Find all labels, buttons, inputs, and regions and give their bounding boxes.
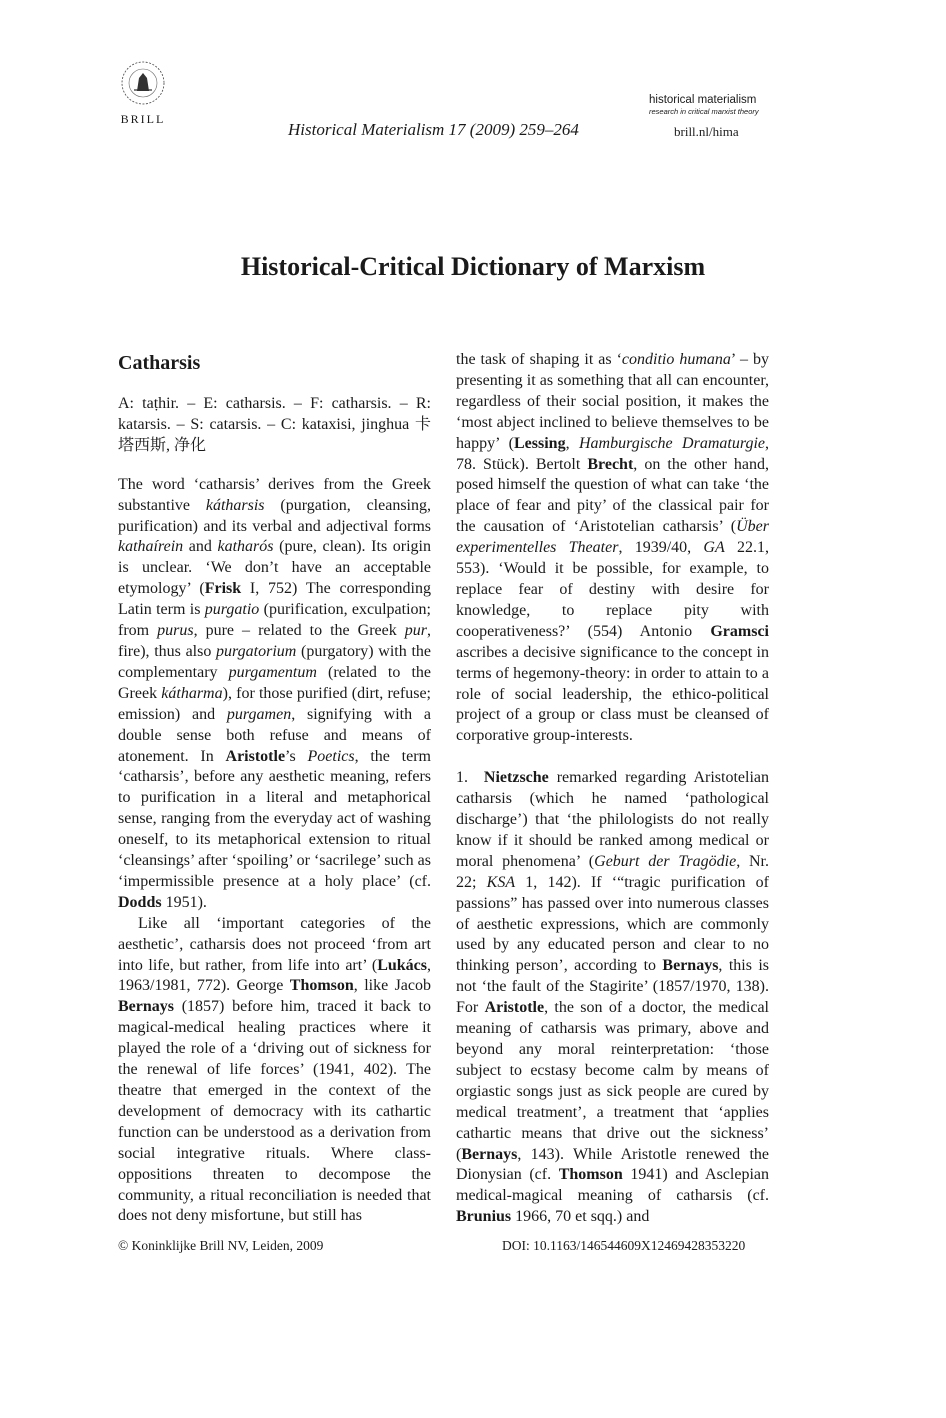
journal-tagline: research in critical marxist theory — [649, 107, 759, 116]
body-paragraph: the task of shaping it as ‘conditio humana’ – by presenting it as something that all can encounter, regardless of their social position, it makes the ‘most abject inclined to believe themselves to be happy’ (Lessing, Hamburgische Dramaturgie, 78. Stück). Bertolt Brecht, on the other hand, posed himself the question of what can take ‘the place of fear and pity’ of the classical pair for the causation of ‘Aristotelian catharsis’ (Über experimentelles Theater, 1939/40, GA 22.1, 553). ‘Would it be possible, for example, to replace fear of destiny with desire for knowledge, to replace pity with cooperativeness?’ (554) Antonio Gramsci ascribes a decisive significance to the concept in terms of hegemony-theory: in order to attain to a role of social leadership, the ethico-political project of a group or class must be cleansed of corporative group-interests. — [456, 351, 770, 745]
copyright-notice: © Koninklijke Brill NV, Leiden, 2009 — [118, 1238, 324, 1253]
entry-heading: Catharsis — [118, 352, 201, 374]
left-column — [118, 350, 431, 1227]
brill-emblem-icon — [120, 60, 166, 106]
publisher-name: BRILL — [120, 112, 166, 126]
journal-url[interactable]: brill.nl/hima — [674, 124, 739, 139]
doi-reference: DOI: 10.1163/146544609X12469428353220 — [502, 1238, 746, 1253]
article-title: Historical-Critical Dictionary of Marxism — [240, 252, 706, 281]
page-header — [0, 0, 946, 160]
journal-citation: Historical Materialism 17 (2009) 259–264 — [288, 120, 579, 139]
brill-logo — [112, 60, 174, 127]
right-column — [456, 350, 769, 1228]
language-equivalents: A: taṭhir. – E: catharsis. – F: catharsis. – R: katarsis. – S: catarsis. – C: kataxisi, jinghua 卡塔西斯, 净化 — [118, 395, 431, 454]
body-paragraph: 1. Nietzsche remarked regarding Aristotelian catharsis (which he named ‘pathological discharge’) that ‘the philologists do not really know if it should be ranked among medical or moral phenomena’ (Geburt der Tragödie, Nr. 22; KSA 1, 142). If ‘“tragic purification of passions” has passed over into numerous classes of aesthetic expressions, which are commonly used by any educated person and clear to no thinking person’, according to Bernays, this is not ‘the fault of the Stagirite’ (1857/1970, 138). For Aristotle, the son of a doctor, the medical meaning of catharsis was primary, above and beyond any moral reinterpretation: ‘those subject to ecstasy become calm by means of orgiastic songs just as sick people are cured by medical treatment’, a treatment that ‘applies cathartic means that drive out the sickness’ (Bernays, 143). While Aristotle renewed the Dionysian (cf. Thomson 1941) and Asclepian medical-magical meaning of catharsis (cf. Brunius 1966, 70 et sqq.) and — [456, 769, 770, 1226]
journal-name: historical materialism — [649, 94, 757, 106]
body-paragraph: The word ‘catharsis’ derives from the Greek substantive kátharsis (purgation, cleansing, purification) and its verbal and adjectival forms kathaírein and katharós (pure, clean). Its origin is unclear. ‘We don’t have an acceptable etymology’ (Frisk I, 752) The corresponding Latin term is purgatio (purification, exculpation; from purus, pure – related to the Greek pur, fire), thus also purgatorium (purgatory) with the complementary purgamentum (related to the Greek kátharma), for those purified (dirt, refuse; emission) and purgamen, signifying with a double sense both refuse and means of atonement. In Aristotle’s Poetics, the term ‘catharsis’, before any aesthetic meaning, refers to purification in a literal and metaphorical sense, ranging from the everyday act of washing oneself, to its metaphorical extension to ritual ‘cleansings’ after ‘spoiling’ or ‘sacrilege’ such as ‘impermissible presence at a holy place’ (cf. Dodds 1951). — [118, 475, 432, 911]
body-paragraph: Like all ‘important categories of the aesthetic’, catharsis does not proceed ‘from art into life, but rather, from life into art’ (Lukács, 1963/1981, 772). George Thomson, like Jacob Bernays (1857) before him, traced it back to magical-medical healing practices where it played the role of a ‘driving out of sickness for the renewal of life forces’ (1941, 402). The theatre that emerged in the context of the development of democracy with its cathartic function can be understood as a derivation from social integrative rituals. Where class-oppositions threaten to decompose the community, a ritual reconciliation is needed that does not deny misfortune, but still has — [118, 914, 432, 1225]
journal-logo — [649, 94, 769, 116]
